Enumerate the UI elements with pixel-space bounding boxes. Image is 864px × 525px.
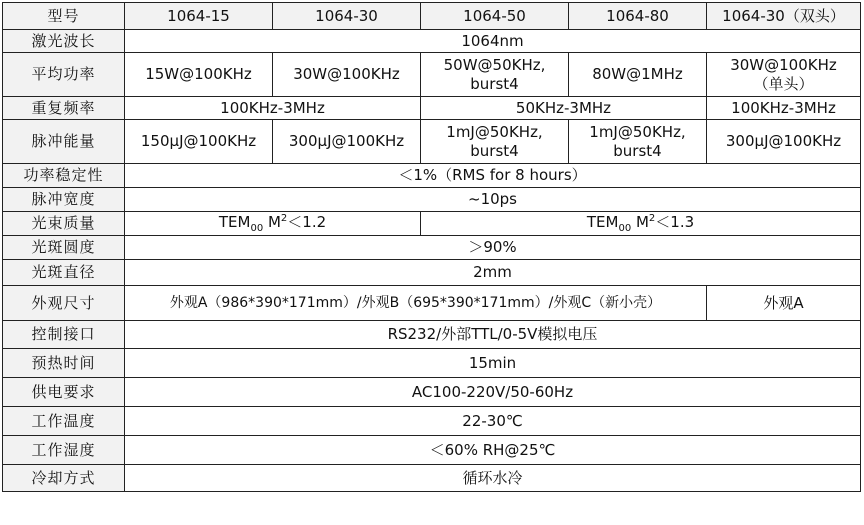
label-rep-rate: 重复频率 (3, 97, 125, 120)
model-1064-30-dual: 1064-30（双头） (707, 3, 861, 30)
label-beam-quality: 光束质量 (3, 212, 125, 236)
label-cooling: 冷却方式 (3, 465, 125, 492)
model-1064-30: 1064-30 (273, 3, 421, 30)
value-avg-power-3 (421, 53, 569, 97)
value-op-temp: 22-30℃ (125, 407, 861, 436)
row-pulse-energy (3, 120, 861, 164)
row-control (3, 321, 861, 349)
row-dimensions (3, 286, 861, 321)
row-warmup (3, 349, 861, 378)
value-avg-power-3-line2: burst4 (470, 74, 519, 93)
value-warmup: 15min (125, 349, 861, 378)
value-pulse-energy-3-line1: 1mJ@50KHz, (446, 122, 543, 141)
value-rep-rate-3: 100KHz-3MHz (707, 97, 861, 120)
value-roundness: ＞90% (125, 236, 861, 260)
value-beam-quality-2 (421, 212, 861, 236)
value-pulse-energy-3 (421, 120, 569, 164)
row-power-stability (3, 164, 861, 188)
row-roundness (3, 236, 861, 260)
row-rep-rate (3, 97, 861, 120)
beam-quality-1-sup: 2 (280, 213, 288, 224)
value-rep-rate-1: 100KHz-3MHz (125, 97, 421, 120)
value-avg-power-4: 80W@1MHz (569, 53, 707, 97)
beam-quality-2-m: M (631, 213, 649, 231)
row-wavelength (3, 30, 861, 53)
value-avg-power-3-line1: 50W@50KHz, (443, 55, 546, 74)
value-wavelength: 1064nm (125, 30, 861, 53)
value-dimensions-last: 外观A (707, 286, 861, 321)
row-beam-quality (3, 212, 861, 236)
value-avg-power-5-line1: 30W@100KHz (730, 55, 837, 74)
value-avg-power-5-line2: （单头） (753, 74, 814, 93)
beam-quality-1-m: M (263, 213, 281, 231)
value-avg-power-1: 15W@100KHz (125, 53, 273, 97)
value-pulse-energy-4-line1: 1mJ@50KHz, (589, 122, 686, 141)
label-wavelength: 激光波长 (3, 30, 125, 53)
value-pulse-energy-4 (569, 120, 707, 164)
row-op-temp (3, 407, 861, 436)
value-pulse-energy-3-line2: burst4 (470, 141, 519, 160)
label-op-humidity: 工作湿度 (3, 436, 125, 465)
value-control: RS232/外部TTL/0-5V模拟电压 (125, 321, 861, 349)
label-power-stability: 功率稳定性 (3, 164, 125, 188)
value-avg-power-2: 30W@100KHz (273, 53, 421, 97)
model-1064-80: 1064-80 (569, 3, 707, 30)
value-power-stability: ＜1%（RMS for 8 hours） (125, 164, 861, 188)
value-pulse-width: ~10ps (125, 188, 861, 212)
value-avg-power-5 (707, 53, 861, 97)
value-power-supply: AC100-220V/50-60Hz (125, 378, 861, 407)
row-cooling (3, 465, 861, 492)
row-avg-power (3, 53, 861, 97)
row-pulse-width (3, 188, 861, 212)
beam-quality-1-suffix: ＜1.2 (287, 213, 327, 231)
header-label: 型号 (3, 3, 125, 30)
value-dimensions: 外观A（986*390*171mm）/外观B（695*390*171mm）/外观C（新小壳） (125, 286, 707, 321)
header-row (3, 3, 861, 30)
spec-table (2, 2, 861, 492)
label-avg-power: 平均功率 (3, 53, 125, 97)
beam-quality-2-prefix: TEM (586, 213, 619, 231)
label-pulse-energy: 脉冲能量 (3, 120, 125, 164)
model-1064-15: 1064-15 (125, 3, 273, 30)
value-spot-diameter: 2mm (125, 260, 861, 286)
beam-quality-2-suffix: ＜1.3 (655, 213, 695, 231)
value-pulse-energy-2: 300μJ@100KHz (273, 120, 421, 164)
value-pulse-energy-5: 300μJ@100KHz (707, 120, 861, 164)
label-control: 控制接口 (3, 321, 125, 349)
beam-quality-1-sub: 00 (250, 223, 264, 234)
beam-quality-2-sup: 2 (648, 213, 656, 224)
model-1064-50: 1064-50 (421, 3, 569, 30)
row-spot-diameter (3, 260, 861, 286)
value-beam-quality-1 (125, 212, 421, 236)
value-op-humidity: ＜60% RH@25℃ (125, 436, 861, 465)
label-warmup: 预热时间 (3, 349, 125, 378)
label-dimensions: 外观尺寸 (3, 286, 125, 321)
value-rep-rate-2: 50KHz-3MHz (421, 97, 707, 120)
label-pulse-width: 脉冲宽度 (3, 188, 125, 212)
label-op-temp: 工作温度 (3, 407, 125, 436)
value-pulse-energy-4-line2: burst4 (613, 141, 662, 160)
label-power-supply: 供电要求 (3, 378, 125, 407)
beam-quality-1-prefix: TEM (218, 213, 251, 231)
value-pulse-energy-1: 150μJ@100KHz (125, 120, 273, 164)
value-cooling: 循环水冷 (125, 465, 861, 492)
row-power-supply (3, 378, 861, 407)
beam-quality-2-sub: 00 (618, 223, 632, 234)
label-spot-diameter: 光斑直径 (3, 260, 125, 286)
label-roundness: 光斑圆度 (3, 236, 125, 260)
row-op-humidity (3, 436, 861, 465)
